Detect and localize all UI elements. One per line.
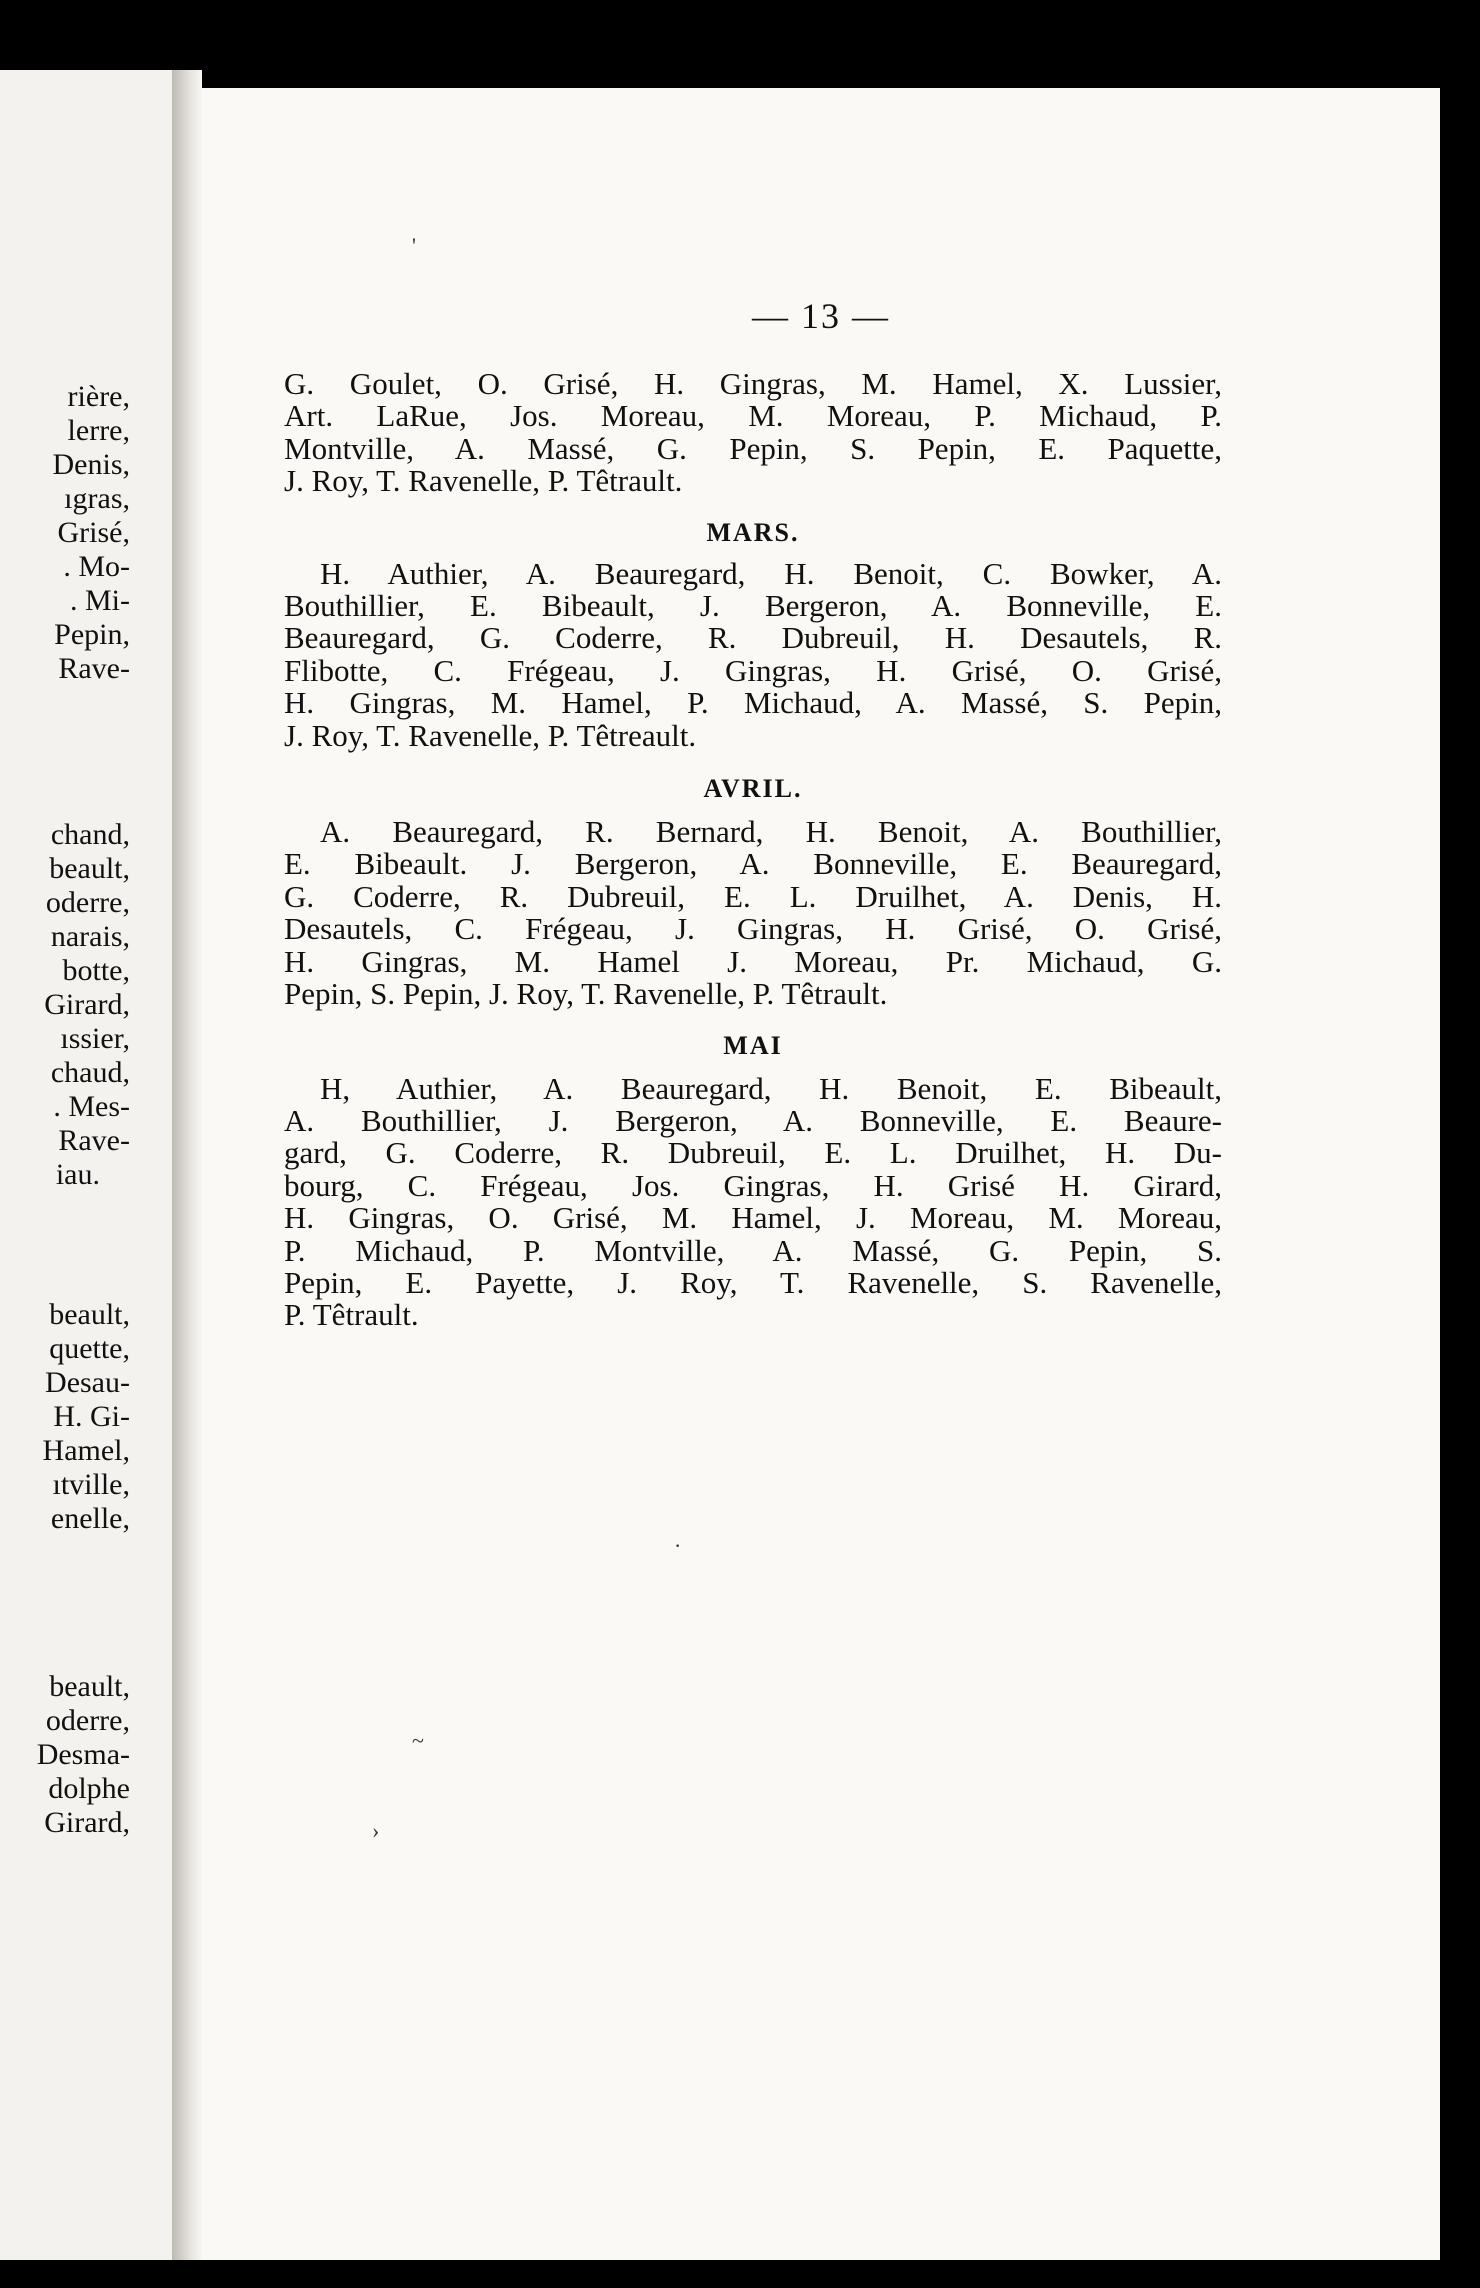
facing-line: Girard, [44, 1806, 130, 1839]
text-line: A. Bouthillier, J. Bergeron, A. Bonneville, E. Beaure- [284, 1102, 1222, 1138]
facing-line: . Mo- [63, 550, 130, 583]
text-line: H. Gingras, M. Hamel J. Moreau, Pr. Michaud, G. [284, 943, 1222, 979]
text-line: Pepin, E. Payette, J. Roy, T. Ravenelle, S. Ravenelle, [284, 1264, 1222, 1300]
text-line: H. Gingras, O. Grisé, M. Hamel, J. Moreau, M. Moreau, [284, 1200, 1222, 1236]
facing-line: botte, [62, 954, 130, 987]
facing-line: chand, [50, 818, 130, 851]
intro-paragraph [284, 368, 1222, 498]
book-page [202, 88, 1440, 2260]
scan-speck: · [674, 1533, 682, 1558]
scan-speck: ' [412, 233, 416, 258]
text-line: H. Gingras, M. Hamel, P. Michaud, A. Massé, S. Pepin, [284, 685, 1222, 721]
facing-line: Pepin, [54, 618, 130, 651]
scan-speck: ~ [412, 1728, 424, 1753]
page-content [284, 368, 1222, 1332]
facing-page-fragment [0, 70, 172, 2260]
facing-line: ıtville, [52, 1468, 130, 1501]
text-line: gard, G. Coderre, R. Dubreuil, E. L. Druilhet, H. Du- [284, 1135, 1222, 1171]
facing-line: lerre, [67, 414, 130, 447]
text-line: P. Michaud, P. Montville, A. Massé, G. Pepin, S. [284, 1232, 1222, 1268]
facing-line: rière, [67, 380, 130, 413]
text-line: J. Roy, T. Ravenelle, P. Têtrault. [284, 463, 683, 499]
text-line: H, Authier, A. Beauregard, H. Benoit, E. Bibeault, [320, 1070, 1222, 1106]
facing-line: H. Gi- [53, 1400, 130, 1433]
text-line: Desautels, C. Frégeau, J. Gingras, H. Grisé, O. Grisé, [284, 911, 1222, 947]
facing-line: Desma- [36, 1738, 130, 1771]
facing-line: chaud, [50, 1056, 130, 1089]
text-line: E. Bibeault. J. Bergeron, A. Bonneville, E. Beauregard, [284, 846, 1222, 882]
facing-line: beault, [49, 1298, 130, 1331]
text-line: Art. LaRue, Jos. Moreau, M. Moreau, P. Michaud, P. [284, 398, 1222, 434]
facing-line: dolphe [48, 1772, 130, 1805]
facing-line: beault, [49, 1670, 130, 1703]
facing-line: . Mi- [70, 584, 130, 617]
section-heading-mai: MAI [723, 1030, 783, 1060]
text-line: J. Roy, T. Ravenelle, P. Têtreault. [284, 717, 697, 753]
facing-line: Girard, [44, 988, 130, 1021]
facing-line: . Mes- [53, 1090, 130, 1123]
text-line: Montville, A. Massé, G. Pepin, S. Pepin, E. Paquette, [284, 430, 1222, 466]
facing-line: enelle, [50, 1502, 130, 1535]
scan-speck: › [372, 1818, 380, 1843]
facing-line: Denis, [52, 448, 130, 481]
mai-paragraph [284, 1070, 1222, 1333]
mars-paragraph [284, 555, 1222, 753]
avril-paragraph [284, 816, 1222, 1010]
facing-line: iau. [55, 1158, 100, 1191]
facing-line: narais, [50, 920, 130, 953]
facing-line: Desau- [45, 1366, 130, 1399]
facing-line: Rave- [58, 652, 130, 685]
text-line: G. Goulet, O. Grisé, H. Gingras, M. Hamel, X. Lussier, [284, 366, 1222, 401]
facing-line: oderre, [45, 1704, 130, 1737]
text-line: H. Authier, A. Beauregard, H. Benoit, C. Bowker, A. [320, 555, 1222, 591]
text-line: bourg, C. Frégeau, Jos. Gingras, H. Grisé H. Girard, [284, 1167, 1222, 1203]
text-line: Flibotte, C. Frégeau, J. Gingras, H. Grisé, O. Grisé, [284, 652, 1222, 688]
text-line: P. Têtrault. [284, 1297, 419, 1333]
page-number: — 13 — [752, 296, 890, 336]
section-heading-mars: MARS. [706, 517, 800, 547]
facing-line: Rave- [58, 1124, 130, 1157]
facing-line: Hamel, [42, 1434, 130, 1467]
section-heading-avril: AVRIL. [703, 774, 803, 804]
text-line: G. Coderre, R. Dubreuil, E. L. Druilhet, A. Denis, H. [284, 878, 1222, 914]
binding-gutter [172, 70, 202, 2260]
text-line: Beauregard, G. Coderre, R. Dubreuil, H. Desautels, R. [284, 620, 1222, 656]
text-line: A. Beauregard, R. Bernard, H. Benoit, A. Bouthillier, [320, 814, 1222, 850]
text-line: Bouthillier, E. Bibeault, J. Bergeron, A. Bonneville, E. [284, 588, 1222, 624]
facing-line: ıssier, [60, 1022, 130, 1055]
facing-line: beault, [49, 852, 130, 885]
facing-line: ıgras, [64, 482, 130, 515]
facing-line: Grisé, [57, 516, 130, 549]
facing-line: quette, [49, 1332, 130, 1365]
text-line: Pepin, S. Pepin, J. Roy, T. Ravenelle, P. Têtrault. [284, 976, 888, 1012]
facing-line: oderre, [45, 886, 130, 919]
